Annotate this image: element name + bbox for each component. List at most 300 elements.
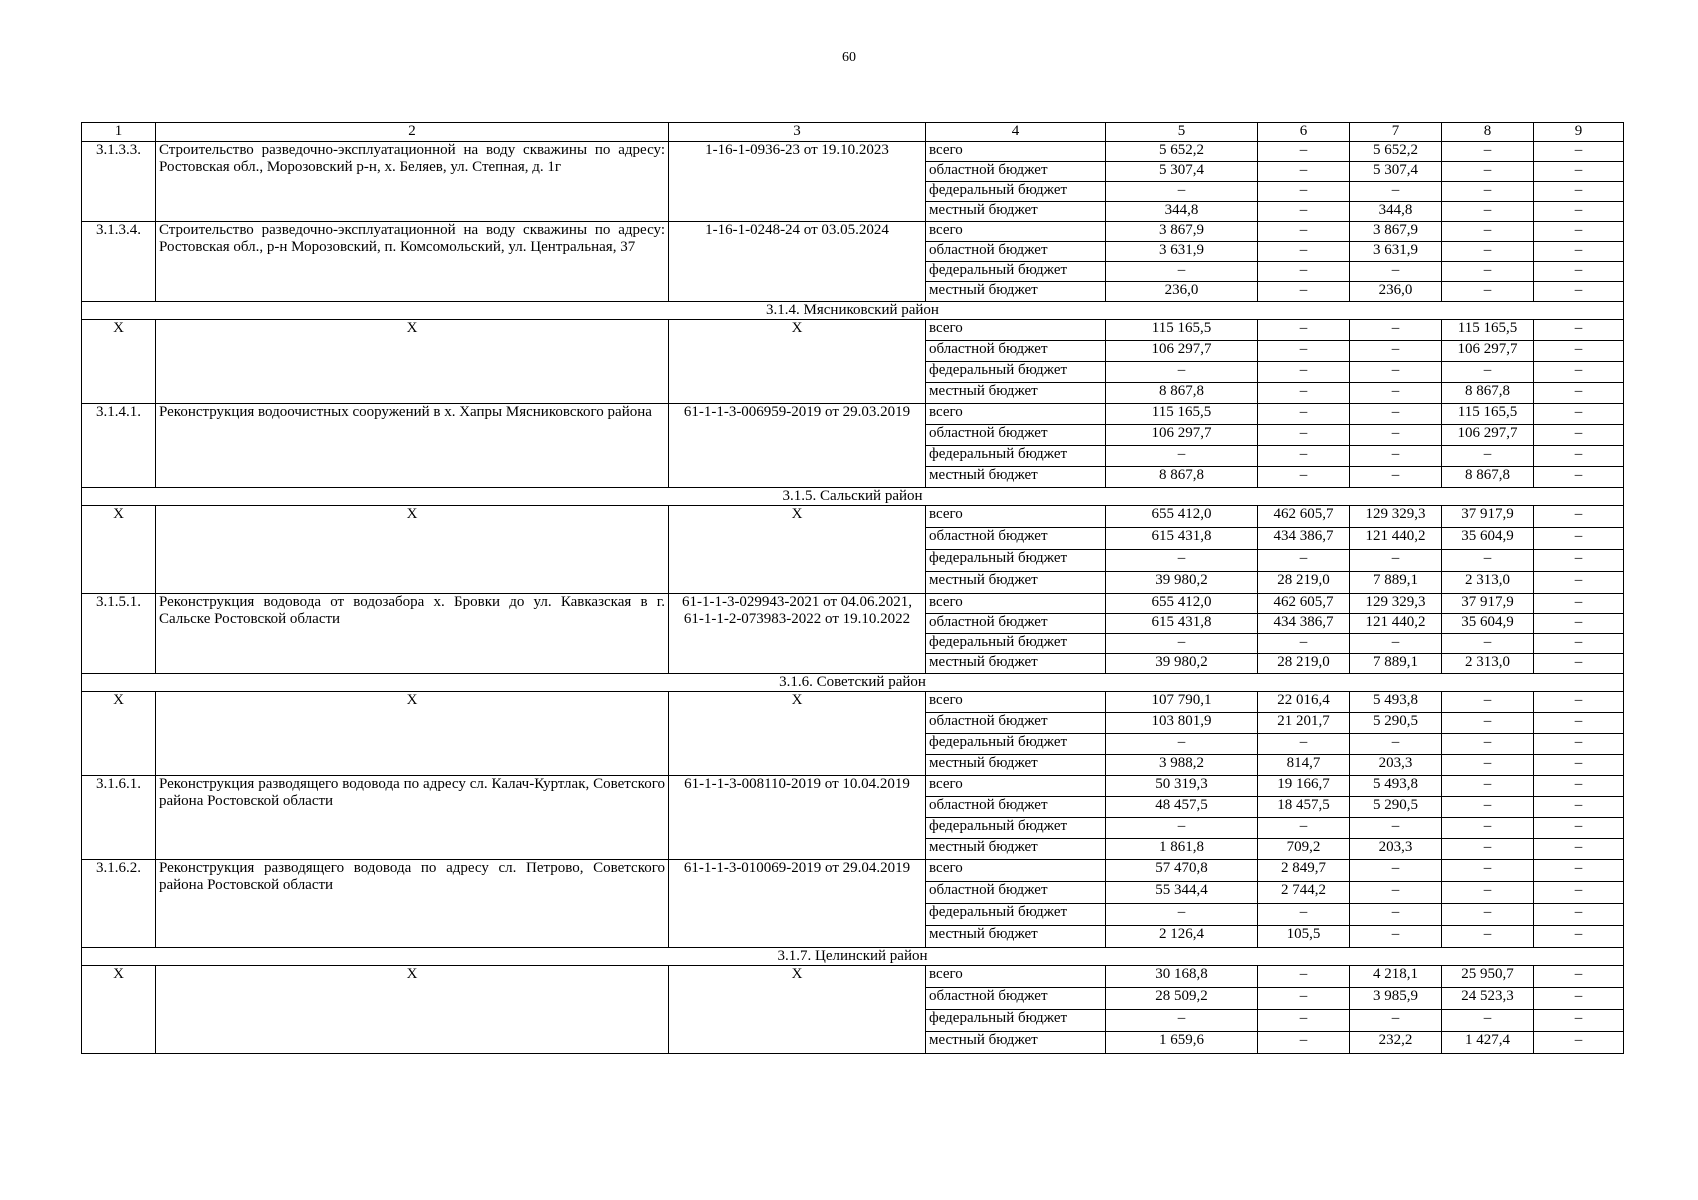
amount-cell: –	[1442, 904, 1534, 926]
amount-cell: –	[1258, 966, 1350, 988]
column-number-cell: 2	[156, 123, 669, 142]
column-number-cell: 3	[669, 123, 926, 142]
amount-cell: –	[1442, 926, 1534, 948]
amount-cell: 1 659,6	[1106, 1032, 1258, 1054]
table-row	[82, 142, 1624, 162]
page-number: 60	[842, 50, 856, 65]
budget-source-label: местный бюджет	[926, 572, 1106, 594]
item-description: Х	[156, 506, 669, 594]
item-number: Х	[82, 320, 156, 404]
budget-source-label: местный бюджет	[926, 282, 1106, 302]
amount-cell: 2 126,4	[1106, 926, 1258, 948]
amount-cell: –	[1350, 341, 1442, 362]
amount-cell: –	[1534, 926, 1624, 948]
budget-source-label: всего	[926, 222, 1106, 242]
amount-cell: –	[1534, 614, 1624, 634]
amount-cell: 115 165,5	[1106, 320, 1258, 341]
amount-cell: 8 867,8	[1106, 383, 1258, 404]
item-description: Х	[156, 692, 669, 776]
budget-source-label: всего	[926, 320, 1106, 341]
amount-cell: –	[1442, 282, 1534, 302]
item-number: Х	[82, 506, 156, 594]
amount-cell: –	[1442, 222, 1534, 242]
budget-source-label: всего	[926, 776, 1106, 797]
amount-cell: 2 313,0	[1442, 572, 1534, 594]
amount-cell: –	[1350, 1010, 1442, 1032]
amount-cell: 462 605,7	[1258, 506, 1350, 528]
budget-source-label: федеральный бюджет	[926, 446, 1106, 467]
amount-cell: –	[1258, 1010, 1350, 1032]
amount-cell: –	[1534, 594, 1624, 614]
amount-cell: –	[1534, 282, 1624, 302]
section-title: 3.1.4. Мясниковский район	[82, 302, 1624, 320]
amount-cell: –	[1442, 860, 1534, 882]
amount-cell: –	[1258, 262, 1350, 282]
document-reference: 61-1-1-3-008110-2019 от 10.04.2019	[669, 776, 926, 860]
column-number-cell: 5	[1106, 123, 1258, 142]
amount-cell: 121 440,2	[1350, 528, 1442, 550]
amount-cell: –	[1350, 362, 1442, 383]
amount-cell: –	[1534, 320, 1624, 341]
amount-cell: –	[1350, 926, 1442, 948]
amount-cell: –	[1350, 262, 1442, 282]
budget-source-label: областной бюджет	[926, 162, 1106, 182]
section-row	[82, 302, 1624, 320]
budget-source-label: федеральный бюджет	[926, 904, 1106, 926]
amount-cell: 28 219,0	[1258, 572, 1350, 594]
amount-cell: 5 493,8	[1350, 776, 1442, 797]
amount-cell: –	[1534, 572, 1624, 594]
amount-cell: –	[1258, 182, 1350, 202]
amount-cell: –	[1534, 142, 1624, 162]
amount-cell: –	[1534, 222, 1624, 242]
amount-cell: –	[1534, 182, 1624, 202]
table-row	[82, 966, 1624, 988]
document-reference: 61-1-1-3-029943-2021 от 04.06.2021, 61-1-1-2-073983-2022 от 19.10.2022	[669, 594, 926, 674]
amount-cell: 2 744,2	[1258, 882, 1350, 904]
item-number: Х	[82, 966, 156, 1054]
item-number: 3.1.4.1.	[82, 404, 156, 488]
document-reference: Х	[669, 320, 926, 404]
amount-cell: –	[1350, 904, 1442, 926]
amount-cell: –	[1534, 446, 1624, 467]
item-description: Реконструкция водоочистных сооружений в х. Хапры Мясниковского района	[156, 404, 669, 488]
amount-cell: 115 165,5	[1442, 404, 1534, 425]
amount-cell: –	[1534, 904, 1624, 926]
amount-cell: –	[1106, 362, 1258, 383]
item-description: Строительство разведочно-эксплуатационной на воду скважины по адресу: Ростовская обл., р-н Морозовский, п. Комсомольский, ул. Центральная, 37	[156, 222, 669, 302]
column-number-row	[82, 123, 1624, 142]
amount-cell: –	[1442, 839, 1534, 860]
budget-source-label: областной бюджет	[926, 341, 1106, 362]
item-number: 3.1.6.2.	[82, 860, 156, 948]
budget-source-label: федеральный бюджет	[926, 818, 1106, 839]
amount-cell: –	[1350, 818, 1442, 839]
amount-cell: 434 386,7	[1258, 614, 1350, 634]
table-row	[82, 860, 1624, 882]
amount-cell: 39 980,2	[1106, 572, 1258, 594]
budget-source-label: федеральный бюджет	[926, 1010, 1106, 1032]
amount-cell: 5 493,8	[1350, 692, 1442, 713]
amount-cell: –	[1258, 320, 1350, 341]
amount-cell: –	[1534, 202, 1624, 222]
amount-cell: 18 457,5	[1258, 797, 1350, 818]
amount-cell: 8 867,8	[1442, 467, 1534, 488]
budget-source-label: областной бюджет	[926, 614, 1106, 634]
budget-source-label: всего	[926, 860, 1106, 882]
amount-cell: –	[1442, 634, 1534, 654]
column-number-cell: 6	[1258, 123, 1350, 142]
amount-cell: –	[1442, 692, 1534, 713]
amount-cell: 35 604,9	[1442, 528, 1534, 550]
budget-source-label: областной бюджет	[926, 242, 1106, 262]
budget-source-label: местный бюджет	[926, 755, 1106, 776]
column-number-cell: 4	[926, 123, 1106, 142]
amount-cell: –	[1534, 988, 1624, 1010]
amount-cell: 5 307,4	[1106, 162, 1258, 182]
table-row	[82, 506, 1624, 528]
section-row	[82, 488, 1624, 506]
amount-cell: –	[1442, 162, 1534, 182]
amount-cell: –	[1534, 162, 1624, 182]
amount-cell: –	[1534, 882, 1624, 904]
column-number-cell: 1	[82, 123, 156, 142]
amount-cell: –	[1442, 713, 1534, 734]
item-description: Реконструкция водовода от водозабора х. Бровки до ул. Кавказская в г. Сальске Ростовской области	[156, 594, 669, 674]
amount-cell: –	[1106, 634, 1258, 654]
table-row	[82, 776, 1624, 797]
budget-source-label: местный бюджет	[926, 467, 1106, 488]
item-description: Реконструкция разводящего водовода по адресу сл. Калач-Куртлак, Советского района Ростовской области	[156, 776, 669, 860]
amount-cell: 28 219,0	[1258, 654, 1350, 674]
amount-cell: –	[1534, 860, 1624, 882]
amount-cell: 7 889,1	[1350, 654, 1442, 674]
budget-source-label: федеральный бюджет	[926, 182, 1106, 202]
budget-source-label: областной бюджет	[926, 528, 1106, 550]
amount-cell: 2 313,0	[1442, 654, 1534, 674]
section-title: 3.1.5. Сальский район	[82, 488, 1624, 506]
amount-cell: 1 861,8	[1106, 839, 1258, 860]
amount-cell: –	[1534, 242, 1624, 262]
budget-source-label: федеральный бюджет	[926, 362, 1106, 383]
table-row	[82, 222, 1624, 242]
amount-cell: –	[1258, 362, 1350, 383]
amount-cell: –	[1258, 818, 1350, 839]
amount-cell: 2 849,7	[1258, 860, 1350, 882]
amount-cell: –	[1534, 425, 1624, 446]
amount-cell: 462 605,7	[1258, 594, 1350, 614]
amount-cell: 129 329,3	[1350, 594, 1442, 614]
amount-cell: –	[1258, 142, 1350, 162]
amount-cell: –	[1258, 242, 1350, 262]
amount-cell: –	[1258, 904, 1350, 926]
section-row	[82, 948, 1624, 966]
amount-cell: –	[1258, 222, 1350, 242]
amount-cell: 236,0	[1350, 282, 1442, 302]
amount-cell: –	[1534, 506, 1624, 528]
amount-cell: –	[1258, 446, 1350, 467]
budget-source-label: местный бюджет	[926, 1032, 1106, 1054]
amount-cell: 3 631,9	[1350, 242, 1442, 262]
item-number: 3.1.3.4.	[82, 222, 156, 302]
amount-cell: 106 297,7	[1442, 425, 1534, 446]
amount-cell: 106 297,7	[1106, 341, 1258, 362]
amount-cell: 7 889,1	[1350, 572, 1442, 594]
amount-cell: –	[1442, 1010, 1534, 1032]
amount-cell: 48 457,5	[1106, 797, 1258, 818]
amount-cell: 3 867,9	[1350, 222, 1442, 242]
amount-cell: –	[1106, 182, 1258, 202]
amount-cell: 35 604,9	[1442, 614, 1534, 634]
amount-cell: 19 166,7	[1258, 776, 1350, 797]
item-description: Реконструкция разводящего водовода по адресу сл. Петрово, Советского района Ростовской области	[156, 860, 669, 948]
amount-cell: –	[1442, 755, 1534, 776]
amount-cell: –	[1350, 425, 1442, 446]
amount-cell: 232,2	[1350, 1032, 1442, 1054]
amount-cell: –	[1534, 966, 1624, 988]
amount-cell: –	[1442, 362, 1534, 383]
amount-cell: –	[1258, 383, 1350, 404]
amount-cell: 21 201,7	[1258, 713, 1350, 734]
amount-cell: –	[1442, 202, 1534, 222]
amount-cell: 24 523,3	[1442, 988, 1534, 1010]
amount-cell: –	[1258, 341, 1350, 362]
budget-source-label: областной бюджет	[926, 425, 1106, 446]
amount-cell: 236,0	[1106, 282, 1258, 302]
amount-cell: 4 218,1	[1350, 966, 1442, 988]
amount-cell: –	[1442, 734, 1534, 755]
table-row	[82, 594, 1624, 614]
amount-cell: –	[1106, 734, 1258, 755]
budget-source-label: областной бюджет	[926, 713, 1106, 734]
amount-cell: 129 329,3	[1350, 506, 1442, 528]
amount-cell: –	[1106, 446, 1258, 467]
document-reference: Х	[669, 506, 926, 594]
amount-cell: –	[1442, 182, 1534, 202]
column-number-cell: 9	[1534, 123, 1624, 142]
amount-cell: –	[1258, 282, 1350, 302]
column-number-cell: 8	[1442, 123, 1534, 142]
amount-cell: –	[1534, 654, 1624, 674]
amount-cell: 105,5	[1258, 926, 1350, 948]
amount-cell: –	[1534, 713, 1624, 734]
amount-cell: 3 631,9	[1106, 242, 1258, 262]
amount-cell: 25 950,7	[1442, 966, 1534, 988]
item-description: Х	[156, 320, 669, 404]
section-title: 3.1.7. Целинский район	[82, 948, 1624, 966]
amount-cell: 30 168,8	[1106, 966, 1258, 988]
amount-cell: 344,8	[1350, 202, 1442, 222]
item-number: 3.1.5.1.	[82, 594, 156, 674]
amount-cell: –	[1442, 550, 1534, 572]
budget-source-label: областной бюджет	[926, 882, 1106, 904]
amount-cell: –	[1534, 1032, 1624, 1054]
amount-cell: –	[1106, 1010, 1258, 1032]
section-title: 3.1.6. Советский район	[82, 674, 1624, 692]
document-reference: 1-16-1-0248-24 от 03.05.2024	[669, 222, 926, 302]
item-number: 3.1.3.3.	[82, 142, 156, 222]
amount-cell: –	[1534, 404, 1624, 425]
amount-cell: 55 344,4	[1106, 882, 1258, 904]
amount-cell: –	[1534, 528, 1624, 550]
amount-cell: –	[1106, 262, 1258, 282]
amount-cell: 3 867,9	[1106, 222, 1258, 242]
table-row	[82, 692, 1624, 713]
amount-cell: –	[1258, 988, 1350, 1010]
amount-cell: –	[1442, 242, 1534, 262]
budget-source-label: федеральный бюджет	[926, 262, 1106, 282]
amount-cell: –	[1534, 467, 1624, 488]
amount-cell: –	[1258, 634, 1350, 654]
amount-cell: 115 165,5	[1106, 404, 1258, 425]
amount-cell: 50 319,3	[1106, 776, 1258, 797]
amount-cell: –	[1258, 162, 1350, 182]
amount-cell: –	[1350, 734, 1442, 755]
amount-cell: 103 801,9	[1106, 713, 1258, 734]
amount-cell: 5 290,5	[1350, 797, 1442, 818]
amount-cell: –	[1258, 202, 1350, 222]
table-row	[82, 320, 1624, 341]
amount-cell: 37 917,9	[1442, 506, 1534, 528]
amount-cell: 1 427,4	[1442, 1032, 1534, 1054]
amount-cell: 28 509,2	[1106, 988, 1258, 1010]
amount-cell: –	[1350, 550, 1442, 572]
amount-cell: –	[1442, 797, 1534, 818]
item-description: Строительство разведочно-эксплуатационной на воду скважины по адресу: Ростовская обл., Морозовский р-н, х. Беляев, ул. Степная, д. 1г	[156, 142, 669, 222]
amount-cell: –	[1534, 341, 1624, 362]
amount-cell: –	[1258, 1032, 1350, 1054]
amount-cell: –	[1350, 860, 1442, 882]
amount-cell: –	[1258, 404, 1350, 425]
amount-cell: –	[1534, 634, 1624, 654]
amount-cell: 5 652,2	[1106, 142, 1258, 162]
amount-cell: 5 290,5	[1350, 713, 1442, 734]
budget-table	[81, 122, 1624, 1054]
budget-source-label: всего	[926, 506, 1106, 528]
amount-cell: –	[1534, 818, 1624, 839]
budget-source-label: федеральный бюджет	[926, 550, 1106, 572]
amount-cell: 814,7	[1258, 755, 1350, 776]
amount-cell: 107 790,1	[1106, 692, 1258, 713]
amount-cell: 106 297,7	[1442, 341, 1534, 362]
amount-cell: 121 440,2	[1350, 614, 1442, 634]
budget-source-label: всего	[926, 594, 1106, 614]
table-row	[82, 404, 1624, 425]
amount-cell: –	[1106, 818, 1258, 839]
budget-source-label: местный бюджет	[926, 654, 1106, 674]
document-reference: 61-1-1-3-006959-2019 от 29.03.2019	[669, 404, 926, 488]
document-reference: 61-1-1-3-010069-2019 от 29.04.2019	[669, 860, 926, 948]
item-description: Х	[156, 966, 669, 1054]
amount-cell: –	[1350, 882, 1442, 904]
amount-cell: 5 307,4	[1350, 162, 1442, 182]
budget-source-label: федеральный бюджет	[926, 734, 1106, 755]
section-row	[82, 674, 1624, 692]
budget-source-label: всего	[926, 692, 1106, 713]
amount-cell: –	[1442, 446, 1534, 467]
amount-cell: –	[1534, 776, 1624, 797]
amount-cell: –	[1442, 776, 1534, 797]
budget-source-label: местный бюджет	[926, 202, 1106, 222]
amount-cell: 57 470,8	[1106, 860, 1258, 882]
budget-source-label: местный бюджет	[926, 383, 1106, 404]
amount-cell: 434 386,7	[1258, 528, 1350, 550]
amount-cell: –	[1350, 383, 1442, 404]
amount-cell: 8 867,8	[1442, 383, 1534, 404]
amount-cell: –	[1106, 904, 1258, 926]
amount-cell: 5 652,2	[1350, 142, 1442, 162]
amount-cell: –	[1258, 467, 1350, 488]
amount-cell: –	[1350, 446, 1442, 467]
budget-source-label: областной бюджет	[926, 797, 1106, 818]
amount-cell: –	[1258, 425, 1350, 446]
amount-cell: 39 980,2	[1106, 654, 1258, 674]
column-number-cell: 7	[1350, 123, 1442, 142]
amount-cell: –	[1442, 142, 1534, 162]
amount-cell: –	[1534, 362, 1624, 383]
amount-cell: –	[1534, 797, 1624, 818]
amount-cell: –	[1534, 692, 1624, 713]
amount-cell: 203,3	[1350, 755, 1442, 776]
amount-cell: 3 985,9	[1350, 988, 1442, 1010]
amount-cell: 655 412,0	[1106, 506, 1258, 528]
amount-cell: 37 917,9	[1442, 594, 1534, 614]
amount-cell: –	[1350, 634, 1442, 654]
budget-source-label: всего	[926, 142, 1106, 162]
budget-source-label: федеральный бюджет	[926, 634, 1106, 654]
amount-cell: –	[1442, 882, 1534, 904]
amount-cell: 8 867,8	[1106, 467, 1258, 488]
amount-cell: 615 431,8	[1106, 528, 1258, 550]
budget-source-label: областной бюджет	[926, 988, 1106, 1010]
table-body	[82, 123, 1624, 1054]
amount-cell: –	[1534, 550, 1624, 572]
amount-cell: 22 016,4	[1258, 692, 1350, 713]
budget-source-label: местный бюджет	[926, 839, 1106, 860]
amount-cell: –	[1534, 755, 1624, 776]
budget-source-label: местный бюджет	[926, 926, 1106, 948]
amount-cell: –	[1350, 404, 1442, 425]
document-reference: Х	[669, 692, 926, 776]
amount-cell: –	[1442, 818, 1534, 839]
amount-cell: –	[1258, 734, 1350, 755]
amount-cell: –	[1534, 383, 1624, 404]
document-reference: Х	[669, 966, 926, 1054]
amount-cell: –	[1534, 262, 1624, 282]
amount-cell: 655 412,0	[1106, 594, 1258, 614]
item-number: 3.1.6.1.	[82, 776, 156, 860]
amount-cell: 615 431,8	[1106, 614, 1258, 634]
amount-cell: –	[1350, 182, 1442, 202]
document-reference: 1-16-1-0936-23 от 19.10.2023	[669, 142, 926, 222]
amount-cell: –	[1442, 262, 1534, 282]
amount-cell: –	[1258, 550, 1350, 572]
amount-cell: –	[1534, 734, 1624, 755]
budget-source-label: всего	[926, 966, 1106, 988]
amount-cell: 115 165,5	[1442, 320, 1534, 341]
amount-cell: –	[1350, 320, 1442, 341]
amount-cell: –	[1534, 839, 1624, 860]
amount-cell: –	[1350, 467, 1442, 488]
amount-cell: 344,8	[1106, 202, 1258, 222]
amount-cell: 3 988,2	[1106, 755, 1258, 776]
amount-cell: –	[1106, 550, 1258, 572]
amount-cell: –	[1534, 1010, 1624, 1032]
amount-cell: 203,3	[1350, 839, 1442, 860]
amount-cell: 709,2	[1258, 839, 1350, 860]
item-number: Х	[82, 692, 156, 776]
budget-source-label: всего	[926, 404, 1106, 425]
